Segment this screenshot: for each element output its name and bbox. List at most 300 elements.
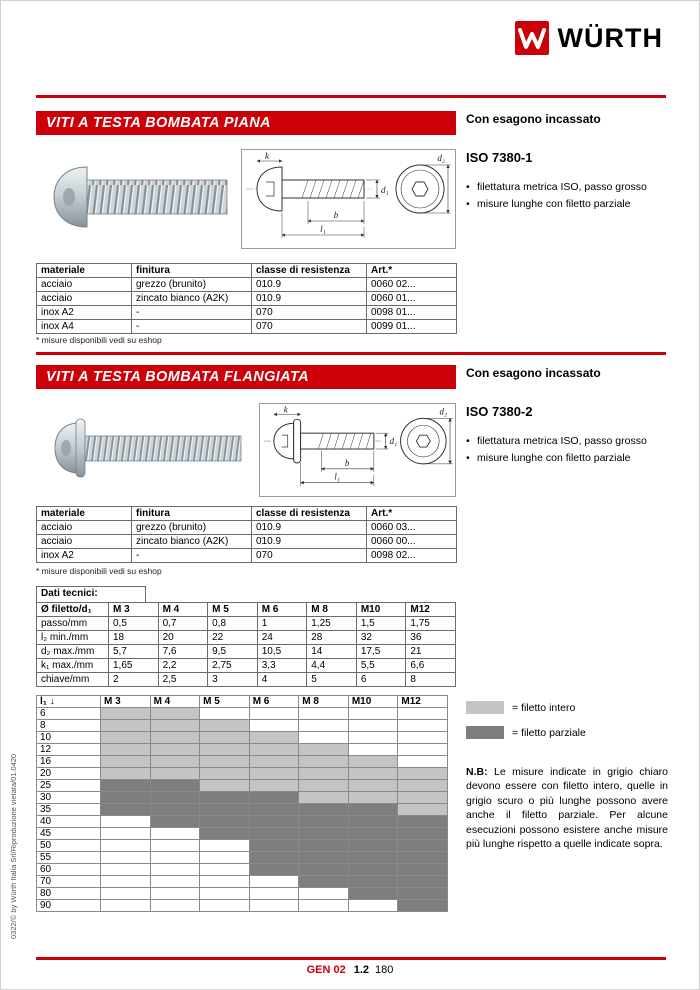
technical-drawing-1 xyxy=(241,149,456,249)
column-header: M 5 xyxy=(208,603,258,617)
full-thread-cell xyxy=(299,744,349,756)
table-cell: 7,6 xyxy=(158,645,208,659)
partial-thread-cell xyxy=(249,840,299,852)
length-label: 90 xyxy=(37,900,101,912)
table-cell: 010.9 xyxy=(252,535,367,549)
partial-thread-cell xyxy=(200,828,250,840)
full-thread-cell xyxy=(398,804,448,816)
empty-cell xyxy=(101,828,151,840)
partial-thread-cell xyxy=(398,840,448,852)
section2-bullets xyxy=(466,435,668,465)
bullet-item: • filettatura metrica ISO, passo grosso xyxy=(466,181,647,193)
section2-standard: ISO 7380-2 xyxy=(466,404,533,419)
full-thread-cell xyxy=(398,792,448,804)
full-thread-cell xyxy=(150,768,200,780)
full-thread-cell xyxy=(249,756,299,768)
table-cell: 1 xyxy=(257,617,307,631)
table-cell: d₂ max./mm xyxy=(37,645,109,659)
dim-b-label: b xyxy=(344,457,350,468)
screw-shaft xyxy=(85,436,241,461)
table-cell: 32 xyxy=(356,631,406,645)
partial-thread-cell xyxy=(299,852,349,864)
brand-name: WÜRTH xyxy=(557,23,663,53)
matrix-row xyxy=(37,708,448,720)
table-cell: 0099 01... xyxy=(367,320,457,334)
legend-partial-label: = filetto parziale xyxy=(512,726,586,739)
empty-cell xyxy=(200,852,250,864)
table-cell: 070 xyxy=(252,306,367,320)
size-column-header: M 5 xyxy=(200,696,250,708)
partial-thread-cell xyxy=(299,876,349,888)
column-header: materiale xyxy=(37,264,132,278)
table-cell: 22 xyxy=(208,631,258,645)
table-cell: 6,6 xyxy=(406,659,456,673)
partial-thread-cell xyxy=(200,792,250,804)
partial-thread-cell xyxy=(299,804,349,816)
table-cell: 0098 02... xyxy=(367,549,457,563)
length-label: 50 xyxy=(37,840,101,852)
full-thread-cell xyxy=(299,756,349,768)
page-footer xyxy=(1,964,699,976)
table-cell: 1,25 xyxy=(307,617,357,631)
empty-cell xyxy=(249,900,299,912)
empty-cell xyxy=(200,840,250,852)
partial-thread-cell xyxy=(398,852,448,864)
bullet-item: • misure lunghe con filetto parziale xyxy=(466,451,631,464)
full-thread-cell xyxy=(200,780,250,792)
matrix-row xyxy=(37,720,448,732)
section2-title: VITI A TESTA BOMBATA FLANGIATA xyxy=(46,369,310,385)
empty-cell xyxy=(200,876,250,888)
full-thread-cell xyxy=(101,768,151,780)
length-label: 45 xyxy=(37,828,101,840)
empty-cell xyxy=(398,732,448,744)
empty-cell xyxy=(150,828,200,840)
partial-thread-cell xyxy=(249,804,299,816)
table-cell: zincato bianco (A2K) xyxy=(132,292,252,306)
table-row xyxy=(37,535,457,549)
empty-cell xyxy=(200,708,250,720)
header-rule xyxy=(36,95,666,98)
legend-row-full xyxy=(466,701,668,714)
footer-page-number: 180 xyxy=(375,964,394,976)
bullet-item: • misure lunghe con filetto parziale xyxy=(466,197,631,210)
table-cell: 9,5 xyxy=(208,645,258,659)
full-thread-cell xyxy=(398,780,448,792)
empty-cell xyxy=(398,744,448,756)
column-header: classe di resistenza xyxy=(252,507,367,521)
table-cell: 5,5 xyxy=(356,659,406,673)
table-row xyxy=(37,631,456,645)
full-thread-cell xyxy=(150,732,200,744)
full-thread-cell xyxy=(101,744,151,756)
table-cell: 6 xyxy=(356,673,406,687)
table-cell: 21 xyxy=(406,645,456,659)
partial-thread-cell xyxy=(249,864,299,876)
partial-thread-cell xyxy=(249,816,299,828)
length-label: 40 xyxy=(37,816,101,828)
full-thread-cell xyxy=(150,756,200,768)
matrix-row xyxy=(37,828,448,840)
empty-cell xyxy=(348,744,398,756)
table-cell: inox A2 xyxy=(37,306,132,320)
dim-d2-label: d₂ xyxy=(437,153,445,163)
table-cell: 0,5 xyxy=(109,617,159,631)
partial-thread-cell xyxy=(348,840,398,852)
table-cell: 17,5 xyxy=(356,645,406,659)
partial-thread-cell xyxy=(398,828,448,840)
matrix-row xyxy=(37,744,448,756)
matrix-row xyxy=(37,864,448,876)
table-cell: 2,2 xyxy=(158,659,208,673)
copyright-side-note: 0322/© by Würth Italia Srl/Riproduzione vietata/01.0420 xyxy=(9,753,18,939)
section1-standard: ISO 7380-1 xyxy=(466,150,533,165)
full-thread-cell xyxy=(200,744,250,756)
length-label: 30 xyxy=(37,792,101,804)
column-header: Art.* xyxy=(367,264,457,278)
section1-feature: Con esagono incassato xyxy=(466,112,601,126)
partial-thread-cell xyxy=(150,816,200,828)
length-column-header: l₁ ↓ xyxy=(37,696,101,708)
empty-cell xyxy=(249,876,299,888)
length-label: 25 xyxy=(37,780,101,792)
dim-l1-label: l₁ xyxy=(320,224,326,234)
column-header: M 4 xyxy=(158,603,208,617)
table-cell: 0,8 xyxy=(208,617,258,631)
full-thread-cell xyxy=(249,744,299,756)
partial-thread-cell xyxy=(299,816,349,828)
column-header: M 8 xyxy=(307,603,357,617)
table-cell: 010.9 xyxy=(252,278,367,292)
hex-socket xyxy=(61,440,71,456)
wuerth-logo-icon xyxy=(515,21,549,55)
table-cell: - xyxy=(132,549,252,563)
full-thread-cell xyxy=(348,792,398,804)
empty-cell xyxy=(249,888,299,900)
dim-k-label: k xyxy=(283,404,288,415)
full-thread-cell xyxy=(150,744,200,756)
table-row xyxy=(37,292,457,306)
partial-thread-cell xyxy=(398,816,448,828)
dim-d1-label: d₁ xyxy=(381,185,389,195)
table-cell: 0060 02... xyxy=(367,278,457,292)
table-cell: 1,5 xyxy=(356,617,406,631)
partial-thread-cell xyxy=(348,804,398,816)
empty-cell xyxy=(348,900,398,912)
empty-cell xyxy=(299,708,349,720)
empty-cell xyxy=(200,864,250,876)
screw-photo-flat-head xyxy=(43,151,238,243)
length-label: 55 xyxy=(37,852,101,864)
empty-cell xyxy=(249,720,299,732)
empty-cell xyxy=(101,864,151,876)
table-cell: chiave/mm xyxy=(37,673,109,687)
partial-thread-cell xyxy=(101,792,151,804)
length-label: 60 xyxy=(37,864,101,876)
length-label: 6 xyxy=(37,708,101,720)
column-header: M10 xyxy=(356,603,406,617)
full-thread-cell xyxy=(299,792,349,804)
table-row xyxy=(37,673,456,687)
column-header: classe di resistenza xyxy=(252,264,367,278)
table-cell: inox A4 xyxy=(37,320,132,334)
table-cell: 0060 00... xyxy=(367,535,457,549)
table-cell: 4 xyxy=(257,673,307,687)
table-cell: 36 xyxy=(406,631,456,645)
empty-cell xyxy=(348,720,398,732)
partial-thread-cell xyxy=(398,864,448,876)
full-thread-cell xyxy=(299,768,349,780)
partial-thread-cell xyxy=(398,888,448,900)
screw-flange xyxy=(76,419,85,477)
partial-thread-cell xyxy=(150,792,200,804)
full-thread-cell xyxy=(249,768,299,780)
full-thread-cell xyxy=(101,720,151,732)
partial-thread-cell xyxy=(101,804,151,816)
column-header: materiale xyxy=(37,507,132,521)
column-header: finitura xyxy=(132,507,252,521)
length-availability-matrix xyxy=(36,695,448,912)
full-thread-cell xyxy=(200,756,250,768)
partial-thread-cell xyxy=(348,816,398,828)
table-cell: 010.9 xyxy=(252,292,367,306)
table-cell: 8 xyxy=(406,673,456,687)
empty-cell xyxy=(398,708,448,720)
table-cell: grezzo (brunito) xyxy=(132,521,252,535)
partial-thread-cell xyxy=(398,876,448,888)
empty-cell xyxy=(150,852,200,864)
size-column-header: M 3 xyxy=(101,696,151,708)
dim-b-label: b xyxy=(333,210,339,220)
partial-thread-cell xyxy=(150,780,200,792)
nb-label: N.B: xyxy=(466,766,488,778)
partial-thread-cell xyxy=(101,780,151,792)
partial-thread-swatch xyxy=(466,726,504,739)
table-row xyxy=(37,549,457,563)
table-cell: acciaio xyxy=(37,278,132,292)
table-cell: 3 xyxy=(208,673,258,687)
empty-cell xyxy=(150,900,200,912)
screw-shaft xyxy=(87,180,227,214)
length-label: 70 xyxy=(37,876,101,888)
bullet-item: • filettatura metrica ISO, passo grosso xyxy=(466,435,647,447)
footer-chapter-code: GEN 02 xyxy=(306,964,346,976)
legend-row-partial xyxy=(466,726,668,739)
section2-footnote: * misure disponibili vedi su eshop xyxy=(36,566,162,576)
section2-feature: Con esagono incassato xyxy=(466,366,601,380)
full-thread-cell xyxy=(200,768,250,780)
empty-cell xyxy=(150,840,200,852)
empty-cell xyxy=(299,732,349,744)
table-cell: 5 xyxy=(307,673,357,687)
partial-thread-cell xyxy=(348,852,398,864)
matrix-row xyxy=(37,876,448,888)
table-cell: 0060 03... xyxy=(367,521,457,535)
full-thread-cell xyxy=(299,780,349,792)
partial-thread-cell xyxy=(299,828,349,840)
empty-cell xyxy=(150,888,200,900)
full-thread-cell xyxy=(249,732,299,744)
empty-cell xyxy=(299,720,349,732)
full-thread-cell xyxy=(200,732,250,744)
dim-d2-label: d₂ xyxy=(439,406,448,417)
full-thread-cell xyxy=(101,732,151,744)
matrix-row xyxy=(37,852,448,864)
length-label: 35 xyxy=(37,804,101,816)
empty-cell xyxy=(101,900,151,912)
section2-info xyxy=(466,366,668,468)
empty-cell xyxy=(200,888,250,900)
empty-cell xyxy=(299,900,349,912)
partial-thread-cell xyxy=(249,828,299,840)
table-cell: 14 xyxy=(307,645,357,659)
nb-text: Le misure indicate in grigio chiaro devono essere con filetto intero, quelle in grigio scuro o più lunghe possono avere anche il filetto parziale. Per alcune esecuzioni possono esistere anche misure più lunghe rispetto a quelle indicate sopra. xyxy=(466,766,668,851)
thread-legend xyxy=(466,701,668,751)
length-label: 16 xyxy=(37,756,101,768)
nb-note xyxy=(466,765,668,852)
table-cell: 010.9 xyxy=(252,521,367,535)
footer-section-number: 1.2 xyxy=(353,964,370,976)
dim-d1-label: d₁ xyxy=(389,436,398,447)
hex-socket xyxy=(63,188,75,206)
table-cell: 2 xyxy=(109,673,159,687)
full-thread-cell xyxy=(348,756,398,768)
full-thread-cell xyxy=(150,708,200,720)
full-thread-swatch xyxy=(466,701,504,714)
table-row xyxy=(37,320,457,334)
size-column-header: M 8 xyxy=(299,696,349,708)
column-header: Art.* xyxy=(367,507,457,521)
table-row xyxy=(37,521,457,535)
length-label: 8 xyxy=(37,720,101,732)
table-cell: zincato bianco (A2K) xyxy=(132,535,252,549)
table-cell: 2,5 xyxy=(158,673,208,687)
column-header: M 3 xyxy=(109,603,159,617)
full-thread-cell xyxy=(398,768,448,780)
partial-thread-cell xyxy=(249,792,299,804)
table-cell: - xyxy=(132,320,252,334)
section1-footnote: * misure disponibili vedi su eshop xyxy=(36,335,162,345)
column-header: Ø filetto/d₁ xyxy=(37,603,109,617)
length-label: 80 xyxy=(37,888,101,900)
section-divider-rule xyxy=(36,352,666,355)
matrix-row xyxy=(37,888,448,900)
full-thread-cell xyxy=(200,720,250,732)
table-cell: 5,7 xyxy=(109,645,159,659)
table-row xyxy=(37,617,456,631)
table-cell: 1,65 xyxy=(109,659,159,673)
empty-cell xyxy=(101,852,151,864)
section1-title: VITI A TESTA BOMBATA PIANA xyxy=(46,115,271,131)
matrix-row xyxy=(37,780,448,792)
column-header: M 6 xyxy=(257,603,307,617)
table-cell: 070 xyxy=(252,549,367,563)
empty-cell xyxy=(101,876,151,888)
full-thread-cell xyxy=(348,768,398,780)
empty-cell xyxy=(398,720,448,732)
section1-table xyxy=(36,263,457,334)
full-thread-cell xyxy=(150,720,200,732)
matrix-row xyxy=(37,816,448,828)
partial-thread-cell xyxy=(348,876,398,888)
matrix-row xyxy=(37,804,448,816)
table-row xyxy=(37,645,456,659)
empty-cell xyxy=(150,876,200,888)
section2-table xyxy=(36,506,457,563)
length-label: 20 xyxy=(37,768,101,780)
tech-data-table xyxy=(36,602,456,687)
empty-cell xyxy=(200,900,250,912)
column-header: finitura xyxy=(132,264,252,278)
dim-k-label: k xyxy=(265,151,269,161)
partial-thread-cell xyxy=(150,804,200,816)
section1-info xyxy=(466,112,668,214)
table-cell: 0060 01... xyxy=(367,292,457,306)
table-row xyxy=(37,278,457,292)
matrix-row xyxy=(37,756,448,768)
length-label: 12 xyxy=(37,744,101,756)
column-header: M12 xyxy=(406,603,456,617)
matrix-row xyxy=(37,768,448,780)
matrix-row xyxy=(37,900,448,912)
table-cell: 24 xyxy=(257,631,307,645)
table-cell: 18 xyxy=(109,631,159,645)
section2-title-banner xyxy=(36,365,456,389)
size-column-header: M12 xyxy=(398,696,448,708)
technical-drawing-2 xyxy=(259,403,456,497)
size-column-header: M 6 xyxy=(249,696,299,708)
tech-data-label: Dati tecnici: xyxy=(36,586,146,602)
screw-photo-flanged-head xyxy=(43,409,253,487)
matrix-row xyxy=(37,732,448,744)
size-column-header: M 4 xyxy=(150,696,200,708)
table-cell: k₁ max./mm xyxy=(37,659,109,673)
section1-title-banner xyxy=(36,111,456,135)
table-cell: inox A2 xyxy=(37,549,132,563)
table-cell: 0098 01... xyxy=(367,306,457,320)
footer-rule xyxy=(36,957,666,960)
table-cell: 28 xyxy=(307,631,357,645)
full-thread-cell xyxy=(348,780,398,792)
matrix-row xyxy=(37,840,448,852)
empty-cell xyxy=(348,708,398,720)
empty-cell xyxy=(348,732,398,744)
full-thread-cell xyxy=(101,708,151,720)
table-cell: 0,7 xyxy=(158,617,208,631)
size-column-header: M10 xyxy=(348,696,398,708)
partial-thread-cell xyxy=(299,864,349,876)
table-cell: 4,4 xyxy=(307,659,357,673)
full-thread-cell xyxy=(101,756,151,768)
table-cell: 3,3 xyxy=(257,659,307,673)
partial-thread-cell xyxy=(348,888,398,900)
partial-thread-cell xyxy=(348,828,398,840)
partial-thread-cell xyxy=(348,864,398,876)
table-cell: 2,75 xyxy=(208,659,258,673)
table-cell: acciaio xyxy=(37,535,132,549)
empty-cell xyxy=(249,708,299,720)
section1-bullets xyxy=(466,181,668,211)
table-cell: passo/mm xyxy=(37,617,109,631)
table-cell: - xyxy=(132,306,252,320)
empty-cell xyxy=(150,864,200,876)
partial-thread-cell xyxy=(398,900,448,912)
empty-cell xyxy=(101,840,151,852)
partial-thread-cell xyxy=(249,852,299,864)
empty-cell xyxy=(398,756,448,768)
dim-l1-label: l₁ xyxy=(334,471,340,482)
table-cell: acciaio xyxy=(37,521,132,535)
